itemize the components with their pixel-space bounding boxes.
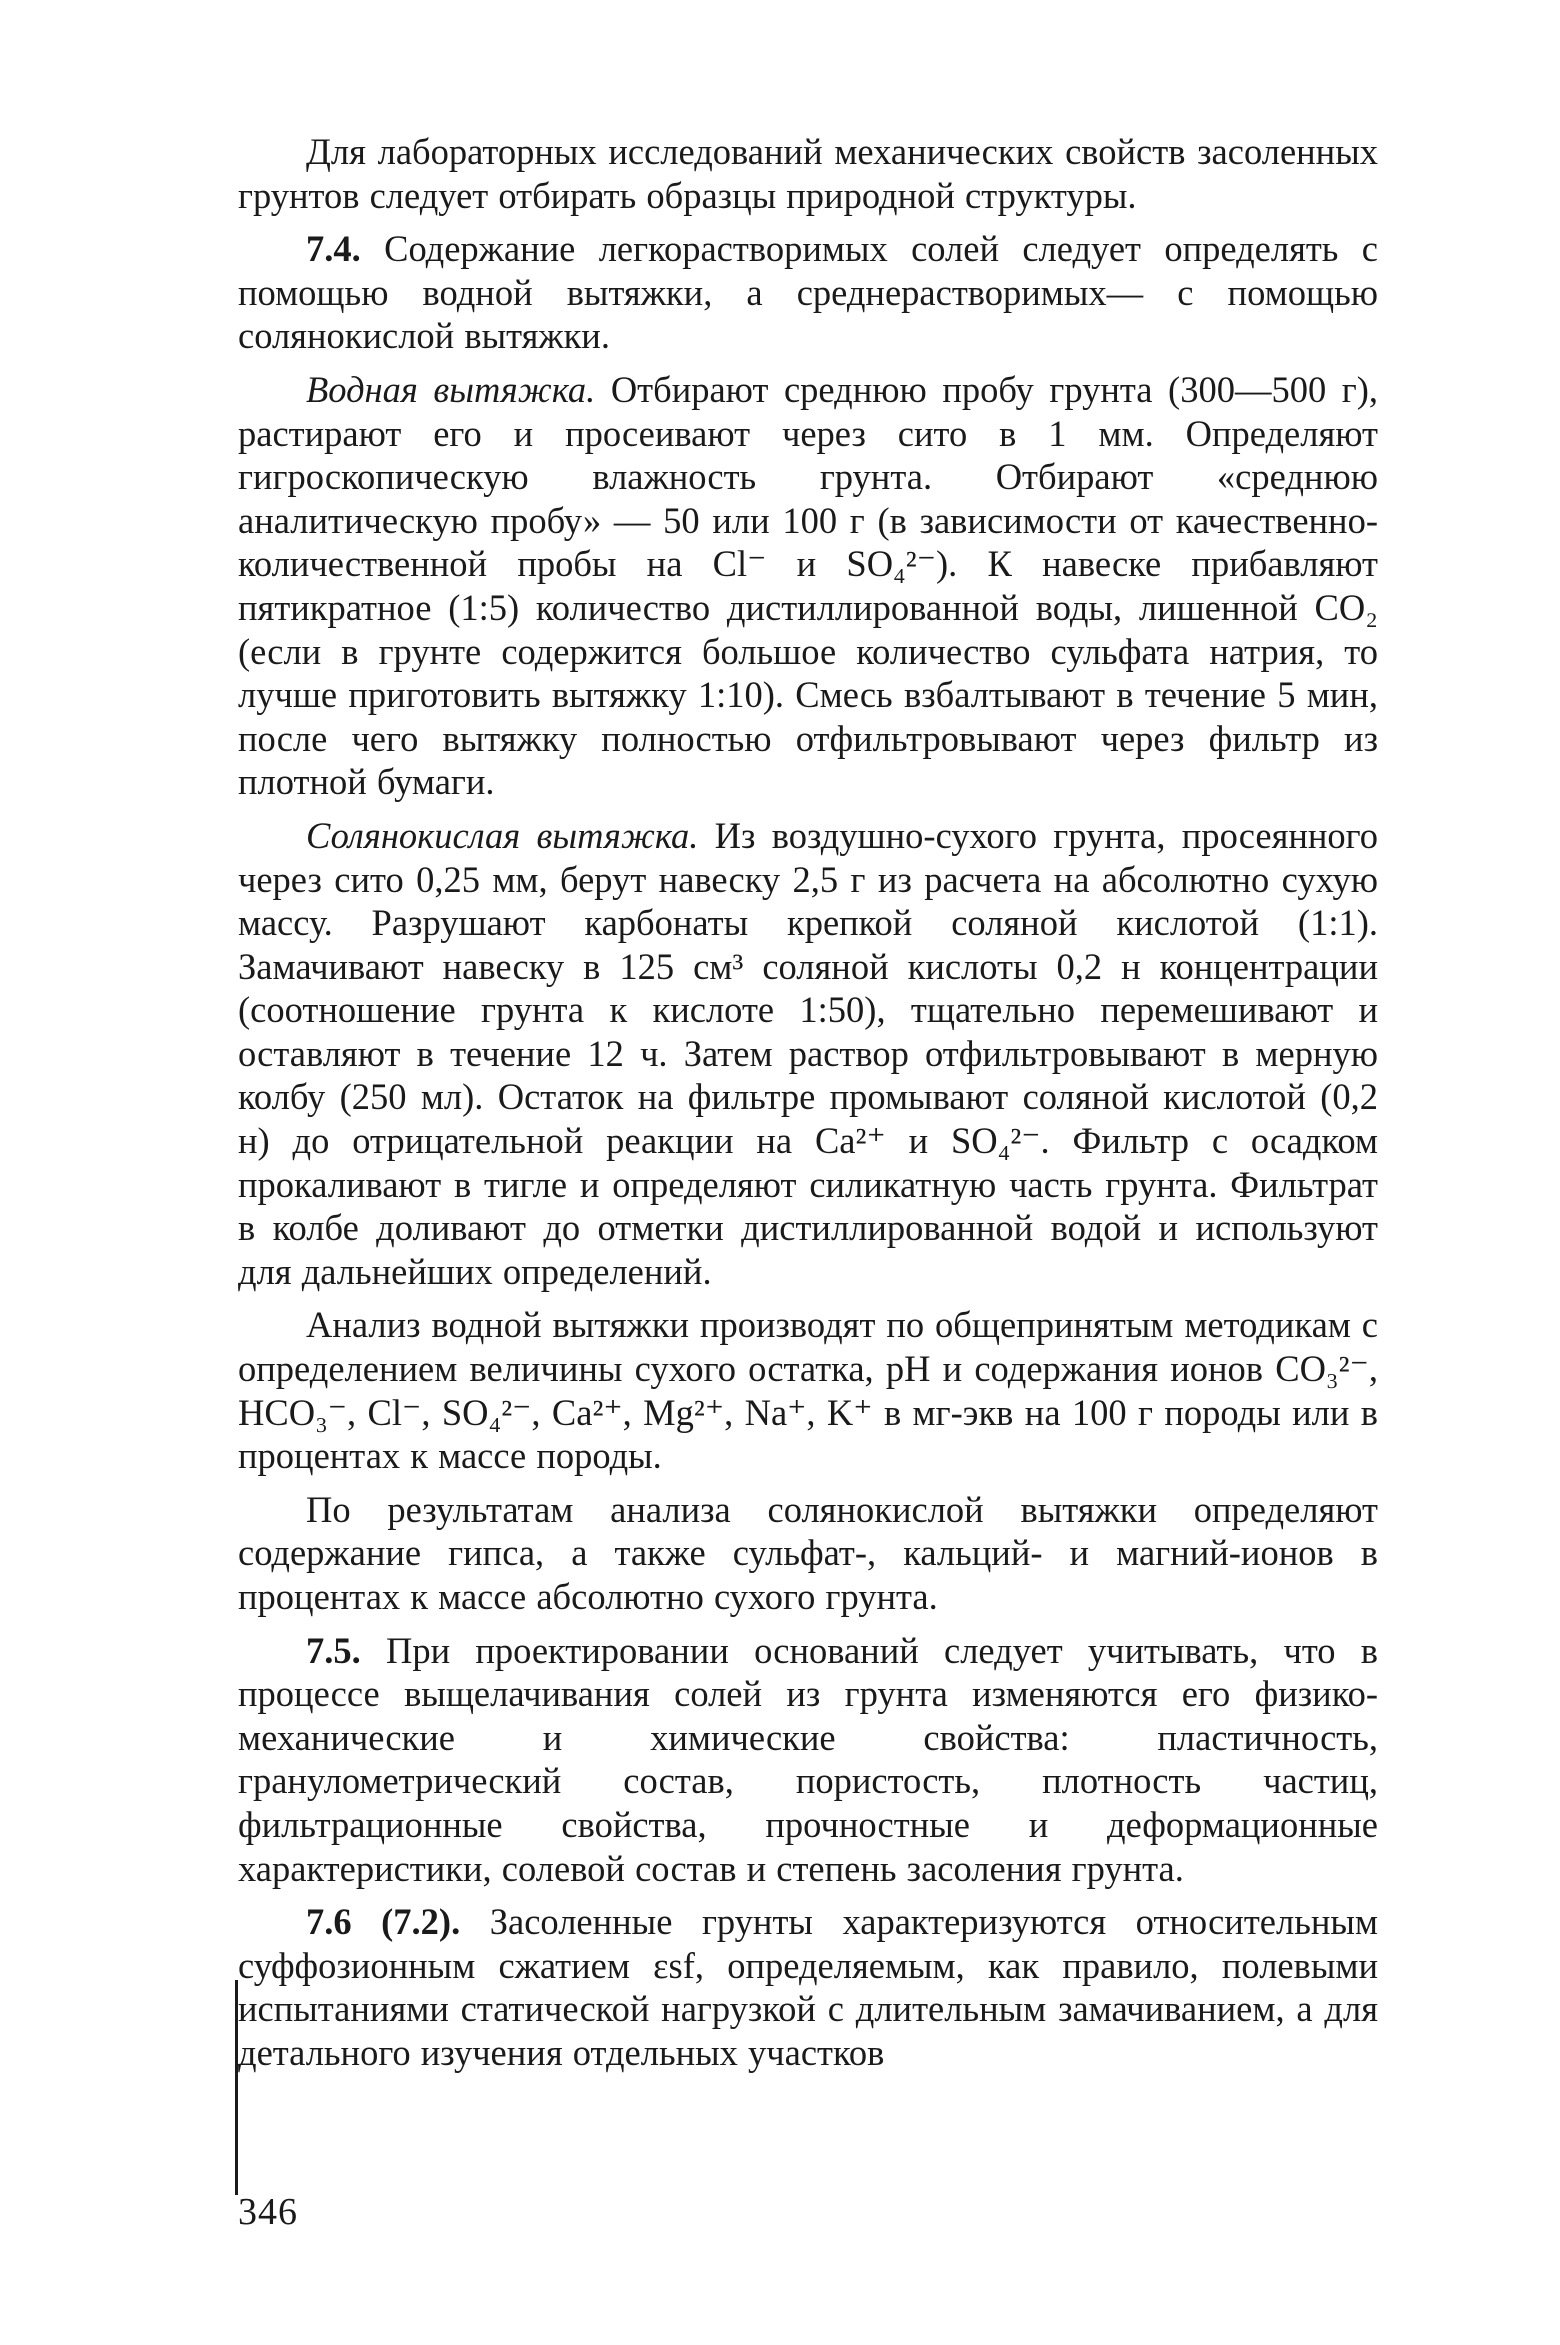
change-bar: [235, 1980, 238, 2195]
italic-lead: Солянокислая вытяжка.: [306, 814, 699, 856]
paragraph-water-extract: [238, 368, 1378, 804]
paragraph-text: Анализ водной вытяжки производят по общепринятым методикам с определением величины сухого остатка, pH и содержания ионов CO₃²⁻, HCO₃⁻, Cl⁻, SO₄²⁻, Ca²⁺, Mg²⁺, Na⁺, K⁺ в мг-экв на 100 г породы или в процентах к массе породы.: [238, 1304, 1378, 1477]
paragraph-7-4: [238, 227, 1378, 358]
paragraph-text: Для лабораторных исследований механических свойств засоленных грунтов следует отбирать образцы природной структуры.: [238, 131, 1378, 216]
italic-lead: Водная вытяжка.: [306, 368, 596, 410]
paragraph-text: Из воздушно-сухого грунта, просеянного через сито 0,25 мм, берут навеску 2,5 г из расчета на абсолютно сухую массу. Разрушают карбонаты крепкой соляной кислотой (1:1). Замачивают навеску в 125 см³ соляной кислоты 0,2 н концентрации (соотношение грунта к кислоте 1:50), тщательно перемешивают и оставляют в течение 12 ч. Затем раствор отфильтровывают в мерную колбу (250 мл). Остаток на фильтре промывают соляной кислотой (0,2 н) до отрицательной реакции на Ca²⁺ и SO₄²⁻. Фильтр с осадком прокаливают в тигле и определяют силикатную часть грунта. Фильтрат в колбе доливают до отметки дистиллированной водой и используют для дальнейших определений.: [238, 814, 1378, 1292]
paragraph-water-analysis: [238, 1303, 1378, 1477]
paragraph-hcl-results: [238, 1488, 1378, 1619]
section-number: 7.4.: [306, 228, 361, 270]
paragraph-7-6: [238, 1900, 1378, 2074]
page-body: [238, 130, 1378, 2075]
paragraph-text: При проектировании оснований следует учитывать, что в процессе выщелачивания солей из грунта изменяются его физико-механические и химические свойства: пластичность, гранулометрический состав, пористость, плотность частиц, фильтрационные свойства, прочностные и деформационные характеристики, солевой состав и степень засоления грунта.: [238, 1629, 1379, 1889]
paragraph-hcl-extract: [238, 814, 1378, 1294]
paragraph-text: Отбирают среднюю пробу грунта (300—500 г), растирают его и просеивают через сито в 1 мм. Определяют гигроскопическую влажность грунта. Отбирают «среднюю аналитическую пробу» — 50 или 100 г (в зависимости от качественно-количественной пробы на Cl⁻ и SO₄²⁻). К навеске прибавляют пятикратное (1:5) количество дистиллированной воды, лишенной CO₂ (если в грунте содержится большое количество сульфата натрия, то лучше приготовить вытяжку 1:10). Смесь взбалтывают в течение 5 мин, после чего вытяжку полностью отфильтровывают через фильтр из плотной бумаги.: [238, 368, 1379, 803]
paragraph-text: Содержание легкорастворимых солей следует определять с помощью водной вытяжки, а среднерастворимых— с помощью солянокислой вытяжки.: [238, 228, 1379, 357]
section-number: 7.5.: [306, 1629, 361, 1671]
section-number: 7.6 (7.2).: [306, 1901, 461, 1943]
paragraph-text: По результатам анализа солянокислой вытяжки определяют содержание гипса, а также сульфат-, кальций- и магний-ионов в процентах к массе абсолютно сухого грунта.: [238, 1488, 1378, 1617]
page-number: 346: [238, 2191, 298, 2233]
paragraph-7-5: [238, 1629, 1378, 1891]
paragraph-1: [238, 130, 1378, 217]
paragraph-text: Засоленные грунты характеризуются относительным суффозионным сжатием εsf, определяемым, как правило, полевыми испытаниями статической нагрузкой с длительным замачиванием, а для детального изучения отдельных участков: [238, 1901, 1378, 2073]
